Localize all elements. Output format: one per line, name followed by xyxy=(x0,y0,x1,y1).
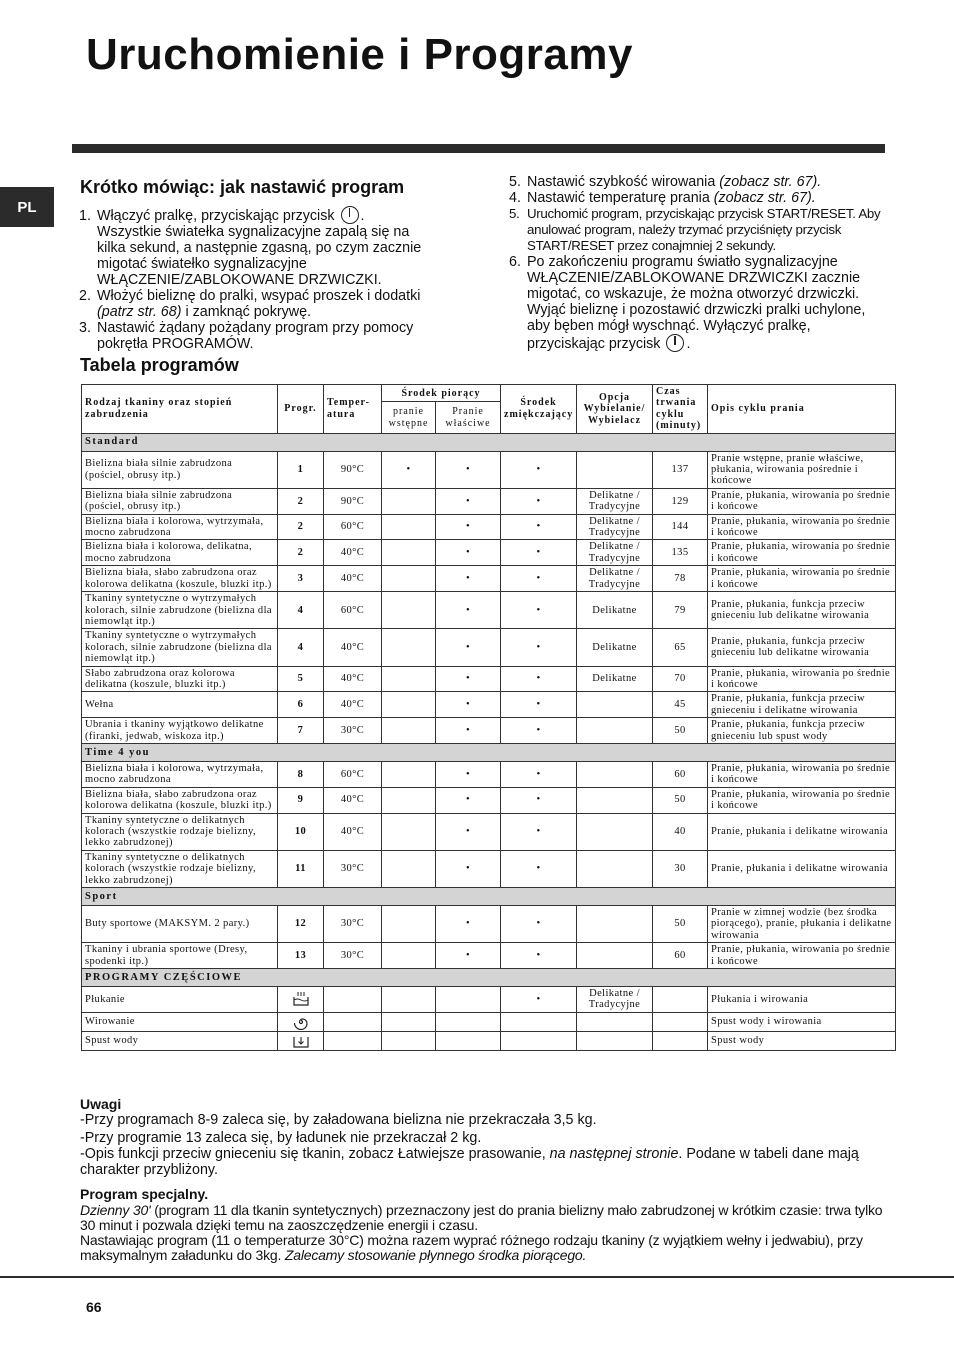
cell-duration: 45 xyxy=(653,692,708,718)
cell-prewash xyxy=(382,813,436,850)
cell-duration: 129 xyxy=(653,488,708,514)
header-fabric: Rodzaj tkaniny oraz stopień zabrudzenia xyxy=(82,385,278,434)
special-heading: Program specjalny. xyxy=(80,1186,209,1202)
cell-duration: 60 xyxy=(653,761,708,787)
cell-mainwash: • xyxy=(436,566,501,592)
cell-temperature: 30°C xyxy=(324,718,382,744)
cell-temperature: 40°C xyxy=(324,666,382,692)
header-softener: Środek zmiękczający xyxy=(501,385,577,434)
cell-description: Pranie wstępne, pranie właściwe, płukania, wirowania pośrednie i końcowe xyxy=(708,451,896,488)
section-label: Time 4 you xyxy=(82,743,896,761)
cell-prewash xyxy=(382,540,436,566)
cell-bleach xyxy=(577,451,653,488)
header-temperature: Temper-atura xyxy=(324,385,382,434)
cell-mainwash: • xyxy=(436,488,501,514)
cell-program: 3 xyxy=(278,566,324,592)
cell-mainwash: • xyxy=(436,592,501,629)
table-row xyxy=(82,787,896,813)
cell-bleach xyxy=(577,718,653,744)
cell-temperature: 40°C xyxy=(324,540,382,566)
cell-mainwash: • xyxy=(436,451,501,488)
header-detergent: Środek piorący xyxy=(382,385,501,402)
note-2: -Przy programie 13 zaleca się, by ładunek nie przekraczał 2 kg. xyxy=(80,1130,482,1146)
power-icon xyxy=(666,334,684,352)
cell-mainwash xyxy=(436,987,501,1013)
note-3: -Opis funkcji przeciw gnieceniu się tkanin, zobacz Łatwiejsze prasowanie, na następnej stronie. Podane w tabeli dane mają charakter przybliżony. xyxy=(80,1146,859,1178)
cell-temperature: 40°C xyxy=(324,692,382,718)
cell-duration: 60 xyxy=(653,943,708,969)
cell-bleach xyxy=(577,761,653,787)
cell-softener: • xyxy=(501,906,577,943)
cell-description: Pranie w zimnej wodzie (bez środka piorącego), pranie, płukania i delikatne wirowania xyxy=(708,906,896,943)
step-temperature: 4. Nastawić temperaturę prania (zobacz str. 67). xyxy=(509,190,816,206)
cell-prewash xyxy=(382,987,436,1013)
table-row xyxy=(82,987,896,1013)
cell-duration xyxy=(653,1012,708,1031)
cell-temperature: 60°C xyxy=(324,592,382,629)
cell-prewash xyxy=(382,488,436,514)
cell-program: 6 xyxy=(278,692,324,718)
cell-mainwash: • xyxy=(436,718,501,744)
cell-bleach: Delikatne / Tradycyjne xyxy=(577,987,653,1013)
section-label: PROGRAMY CZĘŚCIOWE xyxy=(82,969,896,987)
cell-prewash xyxy=(382,943,436,969)
cell-fabric: Tkaniny syntetyczne o wytrzymałych kolorach, silnie zabrudzone (bielizna dla niemowląt itp.) xyxy=(82,629,278,666)
cell-description: Pranie, płukania, wirowania po średnie i końcowe xyxy=(708,566,896,592)
cell-duration: 137 xyxy=(653,451,708,488)
cell-softener: • xyxy=(501,692,577,718)
cell-duration: 135 xyxy=(653,540,708,566)
cell-program: 10 xyxy=(278,813,324,850)
table-row xyxy=(82,850,896,887)
cell-temperature: 40°C xyxy=(324,566,382,592)
cell-prewash xyxy=(382,592,436,629)
section-label: Standard xyxy=(82,433,896,451)
cell-bleach xyxy=(577,1012,653,1031)
cell-program: 7 xyxy=(278,718,324,744)
cell-temperature xyxy=(324,987,382,1013)
table-row xyxy=(82,666,896,692)
special-program-section xyxy=(80,1187,890,1263)
step-3: 3. Nastawić żądany pożądany program przy pomocy pokrętła PROGRAMÓW. xyxy=(79,320,414,352)
cell-softener: • xyxy=(501,787,577,813)
page-number: 66 xyxy=(86,1299,102,1315)
cell-bleach: Delikatne xyxy=(577,592,653,629)
cell-temperature: 30°C xyxy=(324,850,382,887)
cell-program: 11 xyxy=(278,850,324,887)
cell-description: Pranie, płukania, wirowania po średnie i końcowe xyxy=(708,761,896,787)
cell-description: Pranie, płukania, funkcja przeciw gnieceniu lub delikatne wirowania xyxy=(708,629,896,666)
cell-fabric: Ubrania i tkaniny wyjątkowo delikatne (firanki, jedwab, wiskoza itp.) xyxy=(82,718,278,744)
header-bleach: Opcja Wybielanie/ Wybielacz xyxy=(577,385,653,434)
cell-prewash xyxy=(382,906,436,943)
cell-softener: • xyxy=(501,943,577,969)
table-row xyxy=(82,906,896,943)
cell-mainwash xyxy=(436,1031,501,1050)
cell-duration: 78 xyxy=(653,566,708,592)
step-spin: 5. Nastawić szybkość wirowania (zobacz str. 67). xyxy=(509,174,822,190)
cell-temperature: 60°C xyxy=(324,514,382,540)
cell-fabric: Bielizna biała, słabo zabrudzona oraz kolorowa delikatna (koszule, bluzki itp.) xyxy=(82,787,278,813)
quick-steps-left xyxy=(79,206,431,352)
cell-mainwash: • xyxy=(436,787,501,813)
cell-bleach: Delikatne xyxy=(577,629,653,666)
cell-fabric: Tkaniny i ubrania sportowe (Dresy, spodenki itp.) xyxy=(82,943,278,969)
footer-rule xyxy=(0,1276,954,1278)
special-para-1: Dzienny 30' (program 11 dla tkanin syntetycznych) przeznaczony jest do prania bielizny mało zabrudzonej w krótkim czasie: trwa tylko 30 minut i pozwala dzięki temu na zaoszczędzenie energii i czasu. xyxy=(80,1202,883,1233)
cell-softener: • xyxy=(501,592,577,629)
cell-bleach xyxy=(577,906,653,943)
cell-description: Pranie, płukania, funkcja przeciw gnieceniu lub spust wody xyxy=(708,718,896,744)
cell-softener: • xyxy=(501,666,577,692)
cell-softener: • xyxy=(501,540,577,566)
table-row xyxy=(82,514,896,540)
cell-bleach xyxy=(577,943,653,969)
cell-softener: • xyxy=(501,761,577,787)
cell-bleach: Delikatne / Tradycyjne xyxy=(577,566,653,592)
cell-prewash xyxy=(382,1012,436,1031)
table-header-row xyxy=(82,385,896,402)
cell-duration: 40 xyxy=(653,813,708,850)
cell-softener: • xyxy=(501,629,577,666)
cell-fabric: Bielizna biała i kolorowa, delikatna, mocno zabrudzona xyxy=(82,540,278,566)
cell-description: Spust wody i wirowania xyxy=(708,1012,896,1031)
cell-softener: • xyxy=(501,488,577,514)
cell-softener: • xyxy=(501,451,577,488)
cell-duration: 30 xyxy=(653,850,708,887)
cell-bleach: Delikatne xyxy=(577,666,653,692)
notes-heading: Uwagi xyxy=(80,1096,122,1112)
cell-mainwash: • xyxy=(436,666,501,692)
cell-program: 4 xyxy=(278,592,324,629)
program-table xyxy=(81,384,896,1051)
cell-softener: • xyxy=(501,987,577,1013)
program-table-body xyxy=(82,433,896,1050)
cell-program: 4 xyxy=(278,629,324,666)
cell-fabric: Bielizna biała, słabo zabrudzona oraz kolorowa delikatna (koszule, bluzki itp.) xyxy=(82,566,278,592)
cell-duration xyxy=(653,1031,708,1050)
cell-bleach xyxy=(577,1031,653,1050)
cell-program: 2 xyxy=(278,540,324,566)
cell-temperature: 90°C xyxy=(324,451,382,488)
cell-description: Pranie, płukania, wirowania po średnie i końcowe xyxy=(708,787,896,813)
table-row xyxy=(82,943,896,969)
cell-temperature: 40°C xyxy=(324,787,382,813)
cell-description: Pranie, płukania, wirowania po średnie i końcowe xyxy=(708,540,896,566)
cell-duration: 70 xyxy=(653,666,708,692)
table-row xyxy=(82,592,896,629)
table-row xyxy=(82,451,896,488)
cell-fabric: Słabo zabrudzona oraz kolorowa delikatna (koszule, bluzki itp.) xyxy=(82,666,278,692)
cell-bleach xyxy=(577,787,653,813)
cell-mainwash xyxy=(436,1012,501,1031)
table-row xyxy=(82,488,896,514)
program-table-heading: Tabela programów xyxy=(80,355,239,375)
table-row xyxy=(82,1012,896,1031)
cell-prewash xyxy=(382,761,436,787)
cell-prewash xyxy=(382,787,436,813)
cell-fabric: Wirowanie xyxy=(82,1012,278,1031)
cell-bleach xyxy=(577,850,653,887)
table-row xyxy=(82,813,896,850)
cell-program: 13 xyxy=(278,943,324,969)
power-icon xyxy=(341,206,359,224)
cell-bleach: Delikatne / Tradycyjne xyxy=(577,514,653,540)
cell-fabric: Wełna xyxy=(82,692,278,718)
header-rule xyxy=(72,144,885,153)
cell-program: 5 xyxy=(278,666,324,692)
cell-softener: • xyxy=(501,718,577,744)
spin-icon xyxy=(281,1014,320,1030)
table-section-row xyxy=(82,969,896,987)
cell-description: Pranie, płukania i delikatne wirowania xyxy=(708,850,896,887)
cell-fabric: Tkaniny syntetyczne o wytrzymałych kolorach, silnie zabrudzone (bielizna dla niemowląt itp.) xyxy=(82,592,278,629)
cell-program: 12 xyxy=(278,906,324,943)
cell-program: 9 xyxy=(278,787,324,813)
cell-program: 8 xyxy=(278,761,324,787)
cell-fabric: Tkaniny syntetyczne o delikatnych kolorach (wszystkie rodzaje bielizny, lekko zabrudzonej) xyxy=(82,850,278,887)
cell-temperature: 40°C xyxy=(324,813,382,850)
special-para-2: Nastawiając program (11 o temperaturze 30°C) można razem wyprać różnego rodzaju tkaniny (z wyjątkiem wełny i jedwabiu), przy maksymalnym załadunku do 3kg. Zalecamy stosowanie płynnego środka piorącego. xyxy=(80,1232,863,1263)
cell-softener: • xyxy=(501,514,577,540)
cell-prewash xyxy=(382,514,436,540)
cell-prewash xyxy=(382,629,436,666)
header-description: Opis cyklu prania xyxy=(708,385,896,434)
cell-prewash xyxy=(382,718,436,744)
table-row xyxy=(82,1031,896,1050)
cell-softener: • xyxy=(501,850,577,887)
cell-bleach: Delikatne / Tradycyjne xyxy=(577,488,653,514)
drain-icon xyxy=(281,1033,320,1049)
cell-mainwash: • xyxy=(436,943,501,969)
table-section-row xyxy=(82,888,896,906)
cell-softener: • xyxy=(501,813,577,850)
cell-mainwash: • xyxy=(436,540,501,566)
cell-program: 1 xyxy=(278,451,324,488)
cell-prewash: • xyxy=(382,451,436,488)
cell-temperature: 30°C xyxy=(324,943,382,969)
cell-prewash xyxy=(382,692,436,718)
cell-prewash xyxy=(382,850,436,887)
table-row xyxy=(82,629,896,666)
cell-temperature xyxy=(324,1012,382,1031)
table-row xyxy=(82,692,896,718)
table-row xyxy=(82,761,896,787)
cell-fabric: Bielizna biała i kolorowa, wytrzymała, mocno zabrudzona xyxy=(82,761,278,787)
header-program: Progr. xyxy=(278,385,324,434)
cell-mainwash: • xyxy=(436,906,501,943)
cell-description: Pranie, płukania, wirowania po średnie i końcowe xyxy=(708,514,896,540)
cell-description: Pranie, płukania, wirowania po średnie i końcowe xyxy=(708,666,896,692)
cell-description: Pranie, płukania, wirowania po średnie i końcowe xyxy=(708,943,896,969)
cell-temperature: 60°C xyxy=(324,761,382,787)
quick-steps-right xyxy=(509,174,887,352)
cell-description: Pranie, płukania, funkcja przeciw gnieceniu i delikatne wirowania xyxy=(708,692,896,718)
table-row xyxy=(82,566,896,592)
cell-program-icon xyxy=(278,987,324,1013)
cell-program: 2 xyxy=(278,514,324,540)
step-finish: 6. Po zakończeniu programu światło sygnalizacyjne WŁĄCZENIE/ZABLOKOWANE DRZWICZKI zacznie migotać, co wskazuje, że można otworzyć drzwiczki. Wyjąć bieliznę i pozostawić drzwiczki pralki uchylone, aby bęben mógł wyschnąć. Wyłączyć pralkę, przyciskając przycisk . xyxy=(509,254,866,352)
cell-program-icon xyxy=(278,1031,324,1050)
table-row xyxy=(82,540,896,566)
cell-description: Pranie, płukania, funkcja przeciw gnieceniu lub delikatne wirowania xyxy=(708,592,896,629)
cell-duration: 50 xyxy=(653,906,708,943)
cell-softener xyxy=(501,1031,577,1050)
cell-mainwash: • xyxy=(436,514,501,540)
header-prewash: pranie wstępne xyxy=(382,402,436,433)
cell-fabric: Buty sportowe (MAKSYM. 2 pary.) xyxy=(82,906,278,943)
cell-fabric: Bielizna biała i kolorowa, wytrzymała, mocno zabrudzona xyxy=(82,514,278,540)
header-mainwash: Pranie właściwe xyxy=(436,402,501,433)
cell-prewash xyxy=(382,566,436,592)
cell-fabric: Płukanie xyxy=(82,987,278,1013)
step-2: 2. Włożyć bieliznę do pralki, wsypać proszek i dodatki (patrz str. 68) i zamknąć pokrywę. xyxy=(79,288,421,320)
cell-prewash xyxy=(382,1031,436,1050)
cell-description: Pranie, płukania, wirowania po średnie i końcowe xyxy=(708,488,896,514)
cell-temperature xyxy=(324,1031,382,1050)
cell-fabric: Bielizna biała silnie zabrudzona (pościel, obrusy itp.) xyxy=(82,488,278,514)
header-duration: Czas trwania cyklu (minuty) xyxy=(653,385,708,434)
cell-description: Spust wody xyxy=(708,1031,896,1050)
cell-temperature: 30°C xyxy=(324,906,382,943)
quick-guide-heading: Krótko mówiąc: jak nastawić program xyxy=(80,177,405,197)
cell-description: Płukania i wirowania xyxy=(708,987,896,1013)
cell-bleach: Delikatne / Tradycyjne xyxy=(577,540,653,566)
language-tab: PL xyxy=(0,187,54,227)
table-row xyxy=(82,718,896,744)
cell-temperature: 40°C xyxy=(324,629,382,666)
note-1: -Przy programach 8-9 zaleca się, by załadowana bielizna nie przekraczała 3,5 kg. xyxy=(80,1112,597,1128)
table-section-row xyxy=(82,433,896,451)
cell-duration: 50 xyxy=(653,718,708,744)
cell-bleach xyxy=(577,692,653,718)
cell-softener: • xyxy=(501,566,577,592)
cell-fabric: Spust wody xyxy=(82,1031,278,1050)
rinse-icon xyxy=(281,991,320,1007)
section-label: Sport xyxy=(82,888,896,906)
cell-mainwash: • xyxy=(436,850,501,887)
notes-section xyxy=(80,1096,886,1178)
cell-softener xyxy=(501,1012,577,1031)
step-1: 1. Włączyć pralkę, przyciskając przycisk . Wszystkie światełka sygnalizacyjne zapalą się na kilka sekund, a następnie zgasną, po czym zacznie migotać światełko sygnalizacyjne WŁĄCZENIE/ZABLOKOWANE DRZWICZKI. xyxy=(79,208,422,288)
cell-bleach xyxy=(577,813,653,850)
cell-mainwash: • xyxy=(436,692,501,718)
table-section-row xyxy=(82,743,896,761)
cell-duration: 144 xyxy=(653,514,708,540)
cell-prewash xyxy=(382,666,436,692)
cell-fabric: Tkaniny syntetyczne o delikatnych kolorach (wszystkie rodzaje bielizny, lekko zabrudzonej) xyxy=(82,813,278,850)
cell-mainwash: • xyxy=(436,761,501,787)
cell-mainwash: • xyxy=(436,813,501,850)
cell-fabric: Bielizna biała silnie zabrudzona (pościel, obrusy itp.) xyxy=(82,451,278,488)
cell-description: Pranie, płukania i delikatne wirowania xyxy=(708,813,896,850)
cell-temperature: 90°C xyxy=(324,488,382,514)
step-start: 5. Uruchomić program, przyciskając przycisk START/RESET. Aby anulować program, należy trzymać przyciśnięty przycisk START/RESET przez conajmniej 2 sekundy. xyxy=(509,206,881,253)
cell-duration: 50 xyxy=(653,787,708,813)
cell-mainwash: • xyxy=(436,629,501,666)
cell-duration: 79 xyxy=(653,592,708,629)
cell-program: 2 xyxy=(278,488,324,514)
cell-program-icon xyxy=(278,1012,324,1031)
page-title: Uruchomienie i Programy xyxy=(86,30,633,79)
cell-duration: 65 xyxy=(653,629,708,666)
cell-duration xyxy=(653,987,708,1013)
